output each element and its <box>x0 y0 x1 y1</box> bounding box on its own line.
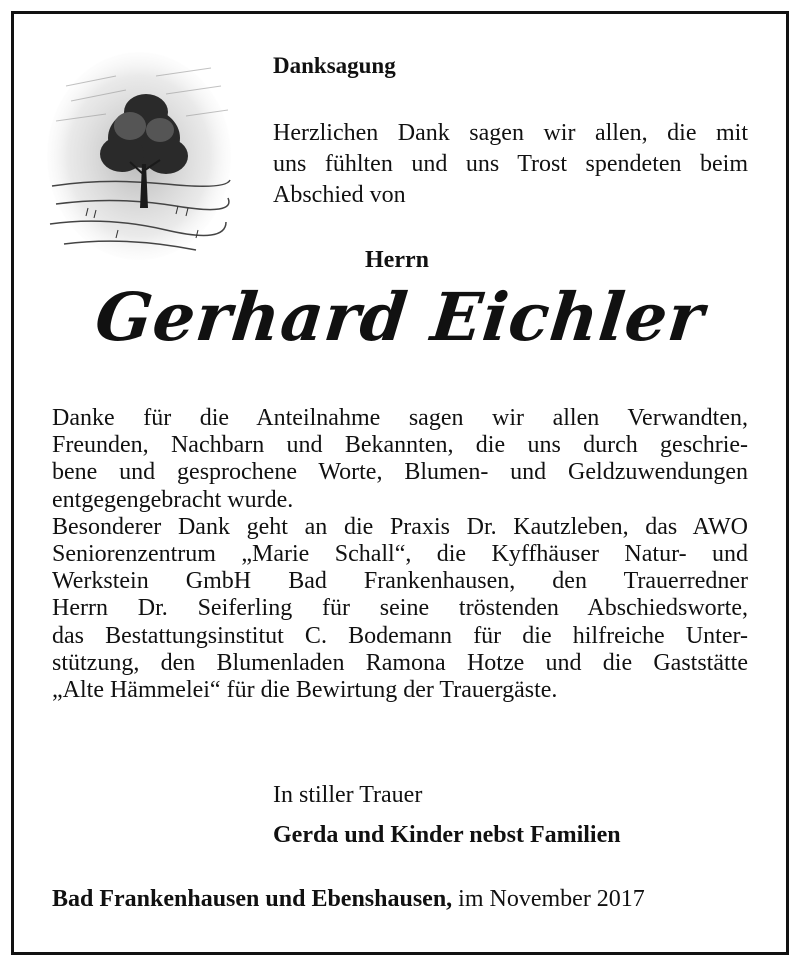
body-line: Freunden, Nachbarn und Bekannten, die uns durch geschrie- <box>52 432 748 459</box>
signature: Gerda und Kinder nebst Familien <box>273 822 621 848</box>
body-line: Danke für die Anteilnahme sagen wir allen Verwandten, <box>52 405 748 431</box>
body-line: stützung, den Blumenladen Ramona Hotze und die Gaststätte <box>52 649 748 676</box>
body-line: bene und gesprochene Worte, Blumen- und Geldzuwendungen <box>52 459 748 486</box>
body-line: „Alte Hämmelei“ für die Bewirtung der Trauergäste. <box>52 677 558 704</box>
notice-heading: Danksagung <box>273 53 396 78</box>
thanks-paragraph <box>52 405 748 704</box>
salutation <box>0 247 800 274</box>
tree-landscape-icon <box>46 46 232 262</box>
body-line: Seniorenzentrum „Marie Schall“, die Kyffhäuser Natur- und <box>52 541 748 568</box>
footer-line <box>52 886 748 913</box>
salutation-text: Herrn <box>365 247 429 273</box>
body-line: Besonderer Dank geht an die Praxis Dr. Kautzleben, das AWO <box>52 513 748 540</box>
footer-place: Bad Frankenhausen und Ebenshausen, <box>52 886 453 912</box>
body-line: Werkstein GmbH Bad Frankenhausen, den Trauerredner <box>52 568 748 595</box>
intro-line: Abschied von <box>273 182 406 208</box>
closing-phrase: In stiller Trauer <box>273 782 423 808</box>
body-line: entgegengebracht wurde. <box>52 486 294 513</box>
intro-paragraph <box>273 118 748 211</box>
deceased-name: Gerhard Eichler <box>91 278 709 356</box>
body-line: Herrn Dr. Seiferling für seine tröstenden Abschiedsworte, <box>52 595 748 622</box>
footer-date: im November 2017 <box>452 886 645 912</box>
intro-line: Herzlichen Dank sagen wir allen, die mit <box>273 120 748 146</box>
intro-line: uns fühlten und uns Trost spendeten beim <box>273 151 748 177</box>
body-line: das Bestattungsinstitut C. Bodemann für die hilfreiche Unter- <box>52 622 748 649</box>
